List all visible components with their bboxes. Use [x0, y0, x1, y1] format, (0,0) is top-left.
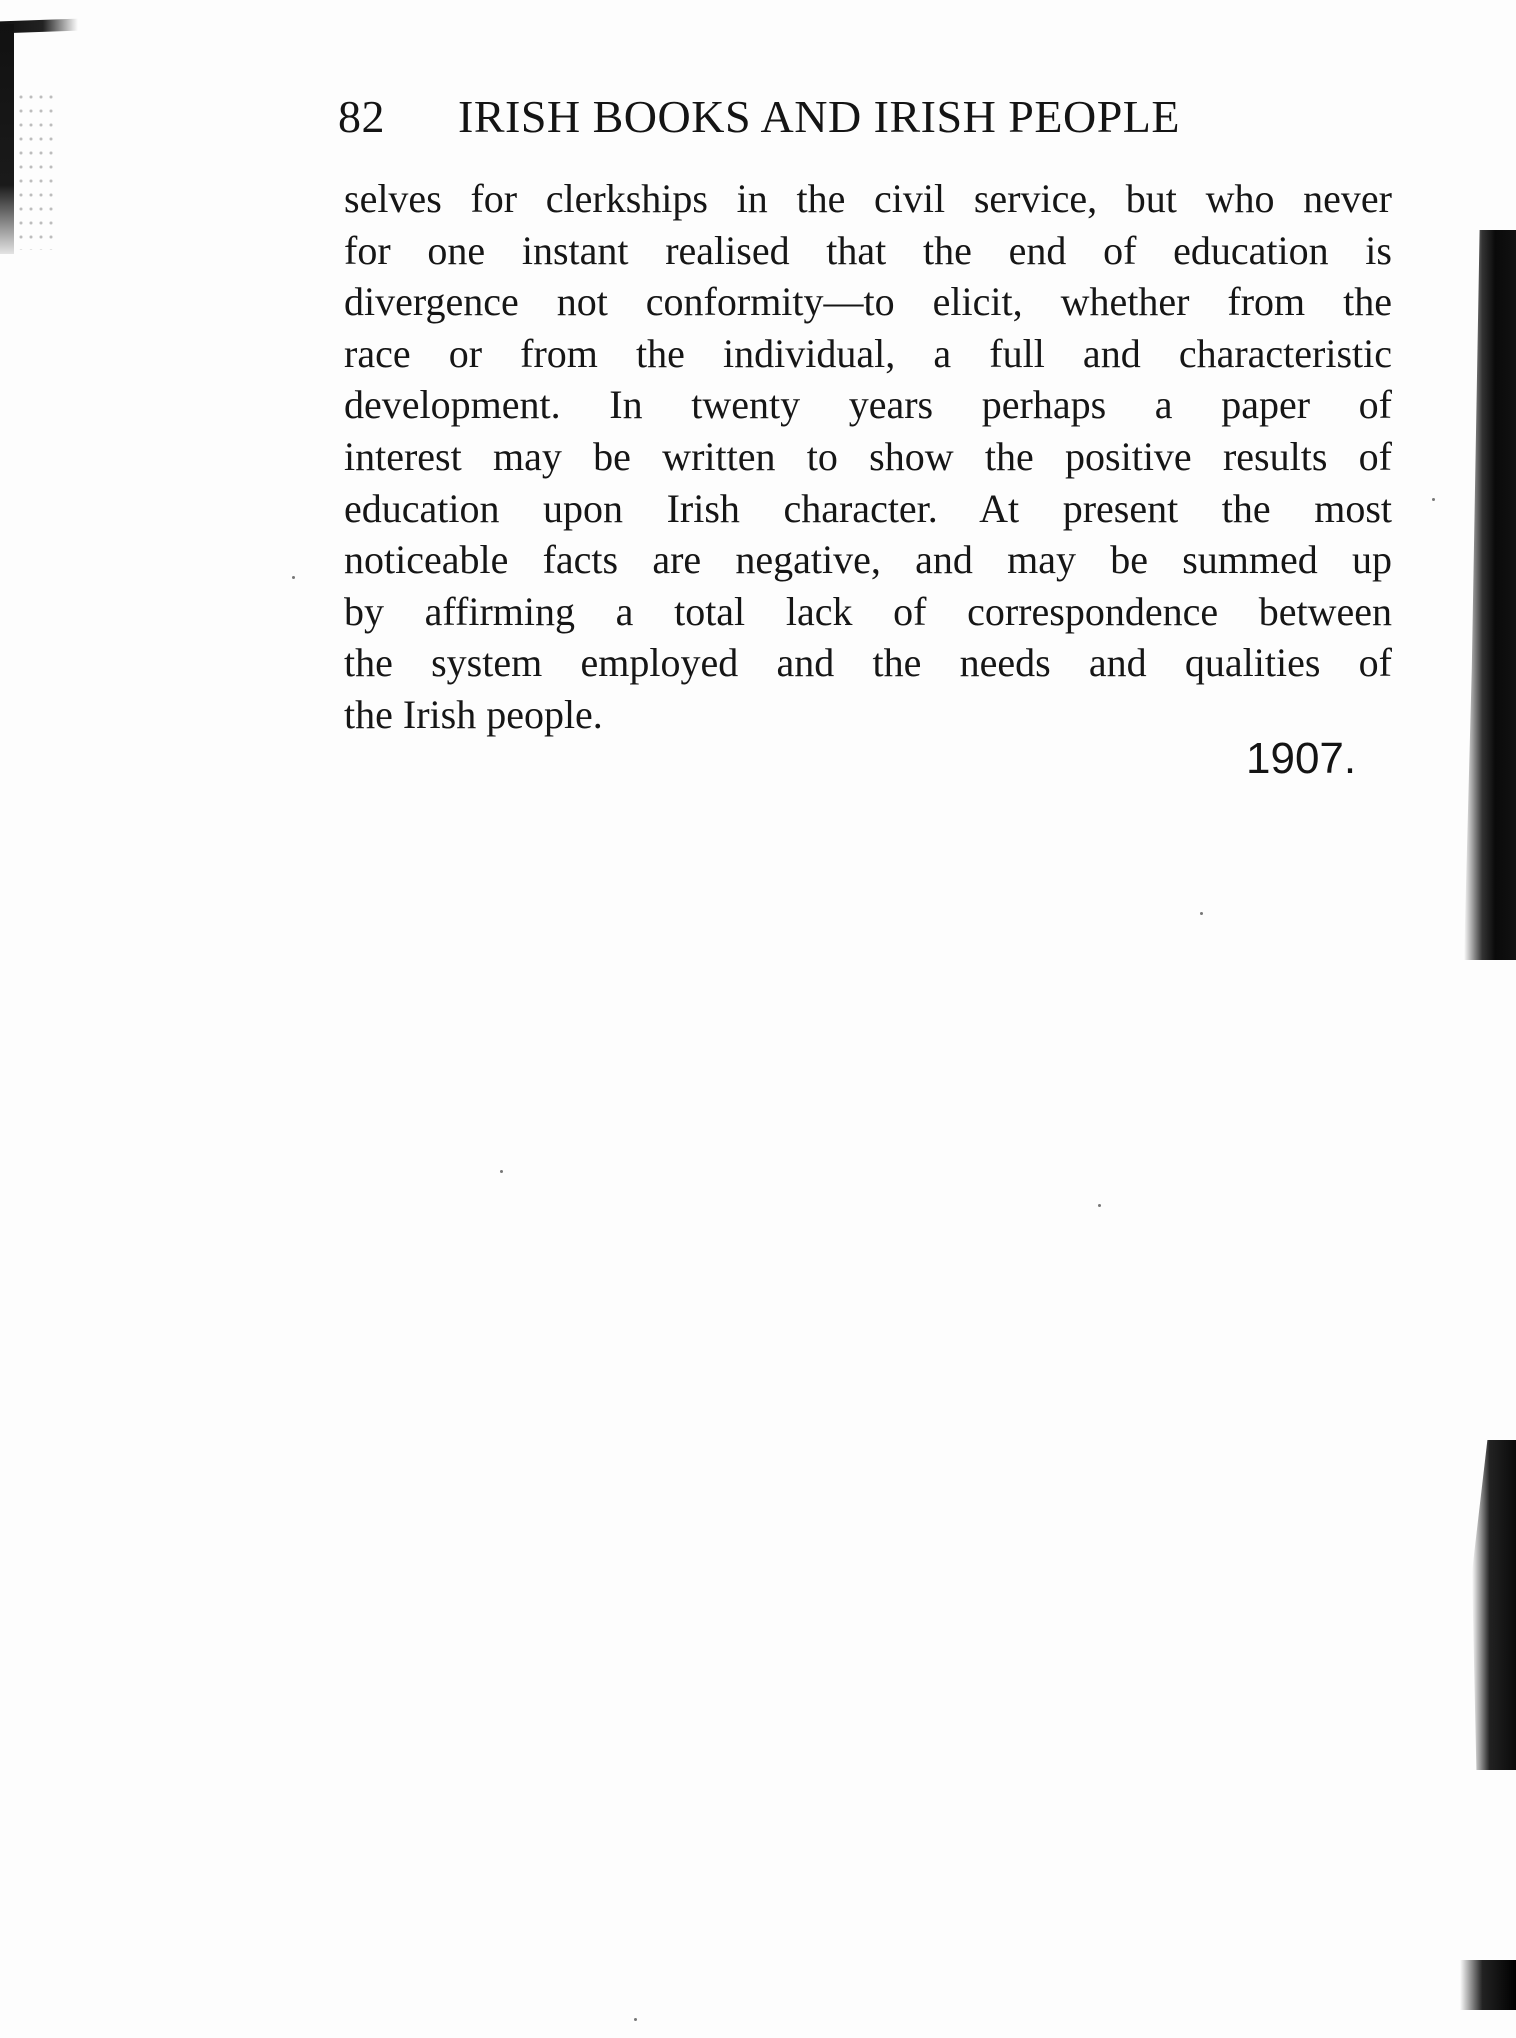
text-line: race or from the individual, a full and characteristic [344, 330, 1392, 376]
body-paragraph [344, 173, 1392, 741]
text-line: education upon Irish character. At present the most [344, 485, 1392, 531]
text-line: noticeable facts are negative, and may be summed up [344, 537, 1392, 583]
text-line: by affirming a total lack of correspondence between [344, 588, 1392, 634]
scan-edge-shadow [1460, 1960, 1516, 2010]
scan-speck [500, 1170, 503, 1173]
scan-edge-shadow [0, 24, 14, 254]
text-line: the Irish people. [344, 691, 603, 737]
page-number: 82 [338, 91, 385, 142]
text-line: development. In twenty years perhaps a paper of [344, 382, 1392, 428]
scan-speck [1098, 1204, 1101, 1207]
scan-speck [292, 576, 295, 579]
text-line: divergence not conformity—to elicit, whether from the [344, 279, 1392, 325]
scan-edge-shadow [1464, 230, 1516, 960]
date-signoff: 1907. [1246, 734, 1357, 783]
text-line: for one instant realised that the end of education is [344, 227, 1392, 273]
scan-speck [1432, 498, 1435, 501]
scan-noise [16, 90, 56, 250]
text-line: selves for clerkships in the civil service, but who never [344, 176, 1392, 221]
scan-speck [634, 2018, 637, 2021]
running-title: IRISH BOOKS AND IRISH PEOPLE [458, 91, 1180, 142]
scan-edge-shadow [1472, 1440, 1516, 1770]
text-line: the system employed and the needs and qualities of [344, 640, 1392, 686]
text-line: interest may be written to show the positive results of [344, 433, 1392, 479]
scan-speck [1200, 912, 1203, 915]
running-head [338, 90, 1298, 150]
